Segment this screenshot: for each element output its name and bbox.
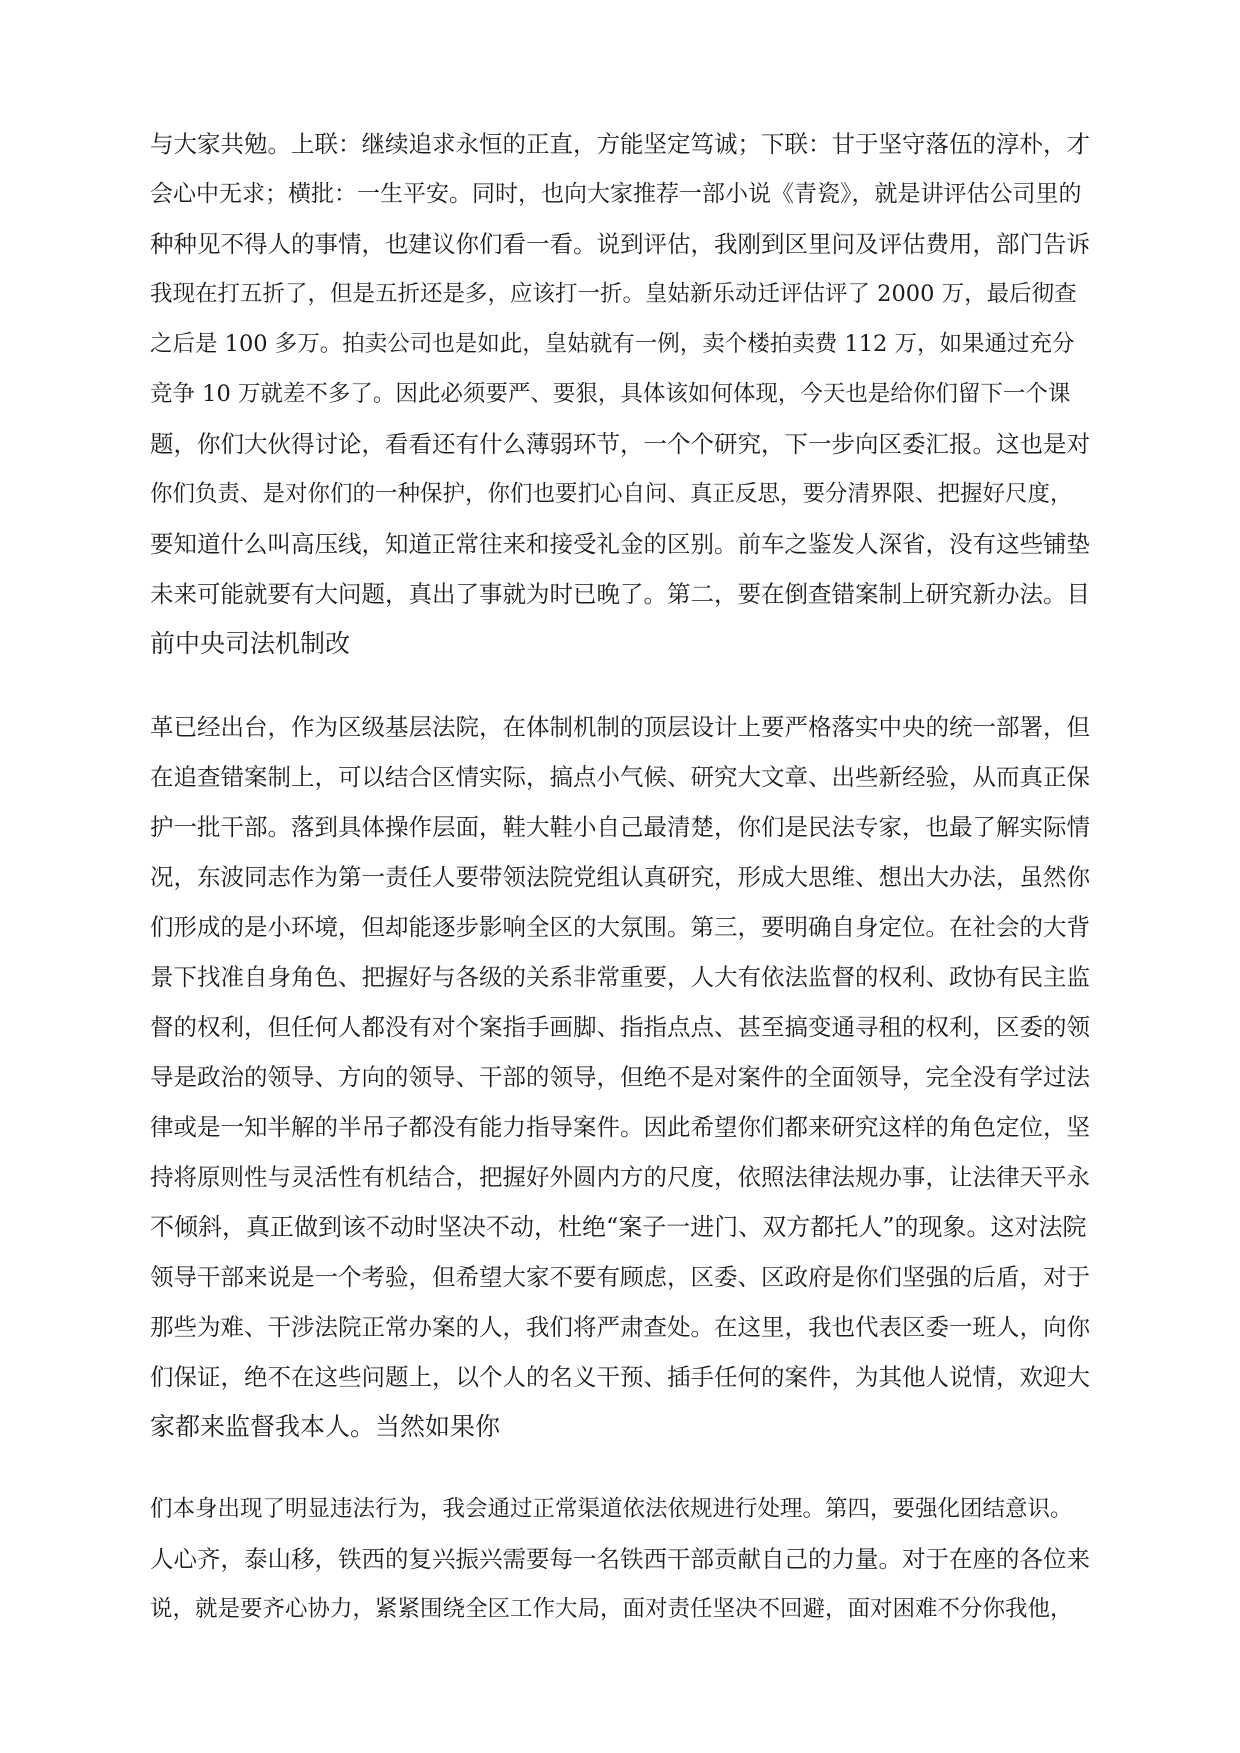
- text-line: 们保证，绝不在这些问题上，以个人的名义干预、插手任何的案件，为其他人说情，欢迎大: [150, 1363, 1090, 1391]
- text-line: 革已经出台，作为区级基层法院，在体制机制的顶层设计上要严格落实中央的统一部署，但: [150, 713, 1090, 741]
- text-line: 们形成的是小环境，但却能逐步影响全区的大氛围。第三，要明确自身定位。在社会的大背: [150, 913, 1090, 941]
- paragraph-3: [150, 1484, 1090, 1634]
- text-line: 们本身出现了明显违法行为，我会通过正常渠道依法依规进行处理。第四，要强化团结意识。: [150, 1496, 1073, 1522]
- text-line: 领导干部来说是一个考验，但希望大家不要有顾虑，区委、区政府是你们坚强的后盾，对于: [150, 1263, 1090, 1291]
- text-line: 督的权利，但任何人都没有对个案指手画脚、指指点点、甚至搞变通寻租的权利，区委的领: [150, 1013, 1090, 1041]
- text-line: 家都来监督我本人。当然如果你: [150, 1412, 501, 1441]
- text-line: 我现在打五折了，但是五折还是多，应该打一折。皇姑新乐动迁评估评了 2000 万，最后彻查: [150, 281, 1077, 307]
- text-line: 与大家共勉。上联：继续追求永恒的正直，方能坚定笃诚；下联：甘于坚守落伍的淳朴，才: [150, 130, 1090, 158]
- text-line: 你们负责、是对你们的一种保护，你们也要扪心自问、真正反思，要分清界限、把握好尺度，: [150, 481, 1073, 507]
- text-line: 那些为难、干涉法院正常办案的人，我们将严肃查处。在这里，我也代表区委一班人，向你: [150, 1313, 1090, 1341]
- text-line: 在追查错案制上，可以结合区情实际，搞点小气候、研究大文章、出些新经验，从而真正保: [150, 763, 1090, 791]
- text-line: 未来可能就要有大问题，真出了事就为时已晚了。第二，要在倒查错案制上研究新办法。目: [150, 580, 1090, 608]
- text-line: 律或是一知半解的半吊子都没有能力指导案件。因此希望你们都来研究这样的角色定位，坚: [150, 1113, 1090, 1141]
- text-line: 种种见不得人的事情，也建议你们看一看。说到评估，我刚到区里问及评估费用，部门告诉: [150, 230, 1090, 258]
- text-line: 人心齐，泰山移，铁西的复兴振兴需要每一名铁西干部贡献自己的力量。对于在座的各位来: [150, 1545, 1090, 1573]
- text-line: 题，你们大伙得讨论，看看还有什么薄弱环节，一个个研究，下一步向区委汇报。这也是对: [150, 430, 1090, 458]
- text-line: 护一批干部。落到具体操作层面，鞋大鞋小自己最清楚，你们是民法专家，也最了解实际情: [150, 813, 1090, 841]
- text-line: 不倾斜，真正做到该不动时坚决不动，杜绝“案子一进门、双方都托人”的现象。这对法院: [150, 1213, 1087, 1241]
- paragraph-1: [150, 119, 1090, 669]
- text-line: 要知道什么叫高压线，知道正常往来和接受礼金的区别。前车之鉴发人深省，没有这些铺垫: [150, 530, 1090, 558]
- text-line: 景下找准自身角色、把握好与各级的关系非常重要，人大有依法监督的权利、政协有民主监: [150, 963, 1090, 991]
- text-line: 持将原则性与灵活性有机结合，把握好外圆内方的尺度，依照法律法规办事，让法律天平永: [150, 1163, 1090, 1191]
- text-line: 竞争 10 万就差不多了。因此必须要严、要狠，具体该如何体现，今天也是给你们留下一个课: [150, 381, 1071, 407]
- paragraph-2: [150, 702, 1090, 1452]
- text-line: 前中央司法机制改: [150, 629, 351, 658]
- text-line: 会心中无求；横批：一生平安。同时，也向大家推荐一部小说《青瓷》，就是讲评估公司里的: [150, 181, 1082, 207]
- text-line: 说，就是要齐心协力，紧紧围绕全区工作大局，面对责任坚决不回避，面对困难不分你我他，: [150, 1596, 1073, 1622]
- text-line: 导是政治的领导、方向的领导、干部的领导，但绝不是对案件的全面领导，完全没有学过法: [150, 1063, 1090, 1091]
- text-line: 况，东波同志作为第一责任人要带领法院党组认真研究，形成大思维、想出大办法，虽然你: [150, 863, 1090, 891]
- text-line: 之后是 100 多万。拍卖公司也是如此，皇姑就有一例，卖个楼拍卖费 112 万，如果通过充分: [150, 331, 1075, 357]
